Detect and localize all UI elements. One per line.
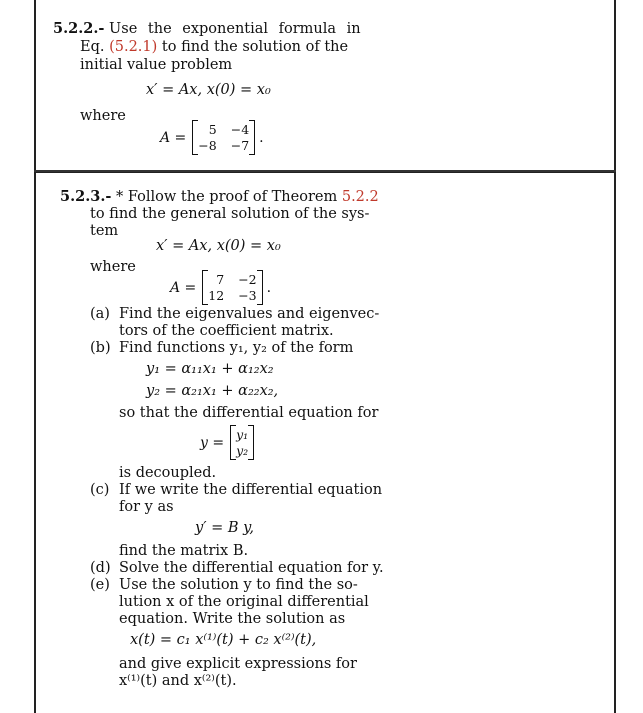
- p522-matrix-label: A =: [160, 129, 187, 146]
- p522-eq-ref[interactable]: (5.2.1): [109, 39, 158, 55]
- problem-5-2-3-box: [34, 172, 616, 713]
- p523-line2: to find the general solution of the sys-: [90, 206, 370, 222]
- part-b-line3: is decoupled.: [119, 465, 217, 481]
- p522-matrix: [160, 120, 264, 155]
- p523-matrix-body: [202, 270, 262, 305]
- matrix-entry: 5: [208, 122, 217, 137]
- p523-number: 5.2.3.-: [60, 188, 112, 205]
- p523-matrix-label: A =: [170, 279, 197, 296]
- part-a-label: (a): [90, 306, 110, 322]
- p523-line3: tem: [90, 223, 119, 239]
- part-b-line1: Find functions y₁, y₂ of the form: [119, 340, 354, 356]
- p522-line2: [80, 38, 348, 56]
- part-b-eq1: y₁ = α₁₁x₁ + α₁₂x₂: [146, 361, 274, 377]
- part-e-eq: x(t) = c₁ x⁽¹⁾(t) + c₂ x⁽²⁾(t),: [130, 632, 317, 648]
- part-c-eq: y′ = B y,: [195, 520, 254, 536]
- p523-text1: Follow the proof of Theorem: [127, 189, 338, 205]
- y-vector-label: y =: [200, 434, 225, 451]
- matrix-entry: −3: [238, 288, 257, 303]
- p522-ode: x′ = Ax, x(0) = x₀: [146, 82, 271, 98]
- part-c-line2: for y as: [119, 499, 174, 515]
- part-c-line1: If we write the differential equation: [119, 482, 383, 498]
- p522-number: 5.2.2.-: [53, 20, 105, 37]
- part-e-line4: and give explicit expressions for: [119, 656, 357, 672]
- p522-line3: initial value problem: [80, 57, 233, 73]
- p522-text2: to find the solution of the: [161, 39, 349, 55]
- part-e-line1: Use the solution y to find the so-: [119, 577, 358, 593]
- matrix-entry: −2: [238, 272, 257, 287]
- part-d-label: (d): [90, 560, 111, 576]
- y-vector: [200, 425, 254, 460]
- matrix-entry: −8: [198, 138, 217, 153]
- vector-entry: y₁: [236, 427, 249, 442]
- y-vector-body: [230, 425, 254, 460]
- part-b-eq2: y₂ = α₂₁x₁ + α₂₂x₂,: [146, 383, 279, 399]
- part-e-line5: x⁽¹⁾(t) and x⁽²⁾(t).: [119, 673, 237, 689]
- p523-star: *: [116, 189, 124, 205]
- matrix-entry: 7: [216, 272, 225, 287]
- part-c-line3: find the matrix B.: [119, 543, 249, 559]
- p522-matrix-body: [192, 120, 255, 155]
- p522-eq-label: Eq.: [80, 39, 105, 55]
- p523-theorem-ref[interactable]: 5.2.2: [341, 189, 379, 205]
- matrix-entry: 12: [208, 288, 225, 303]
- p523-matrix: [170, 270, 271, 305]
- vector-entry: y₂: [236, 443, 249, 458]
- part-b-label: (b): [90, 340, 111, 356]
- matrix-entry: −7: [230, 138, 250, 153]
- part-e-label: (e): [90, 577, 110, 593]
- p522-where: where: [80, 108, 126, 124]
- part-c-label: (c): [90, 482, 110, 498]
- p523-where: where: [90, 259, 136, 275]
- p523-ode: x′ = Ax, x(0) = x₀: [156, 238, 281, 254]
- part-a-line1: Find the eigenvalues and eigenvec-: [119, 306, 380, 322]
- p523-matrix-end: .: [266, 279, 272, 296]
- part-b-line2: so that the differential equation for: [119, 405, 379, 421]
- part-e-line3: equation. Write the solution as: [119, 611, 346, 627]
- part-a-line2: tors of the coefficient matrix.: [119, 323, 334, 339]
- p523-line1: [60, 188, 379, 206]
- part-e-line2: lution x of the original differential: [119, 594, 369, 610]
- p522-text1: Use the exponential formula in: [109, 21, 361, 37]
- p522-matrix-end: .: [259, 129, 264, 146]
- part-d-line1: Solve the differential equation for y.: [119, 560, 384, 576]
- matrix-entry: −4: [230, 122, 250, 137]
- p522-line1: [53, 20, 361, 38]
